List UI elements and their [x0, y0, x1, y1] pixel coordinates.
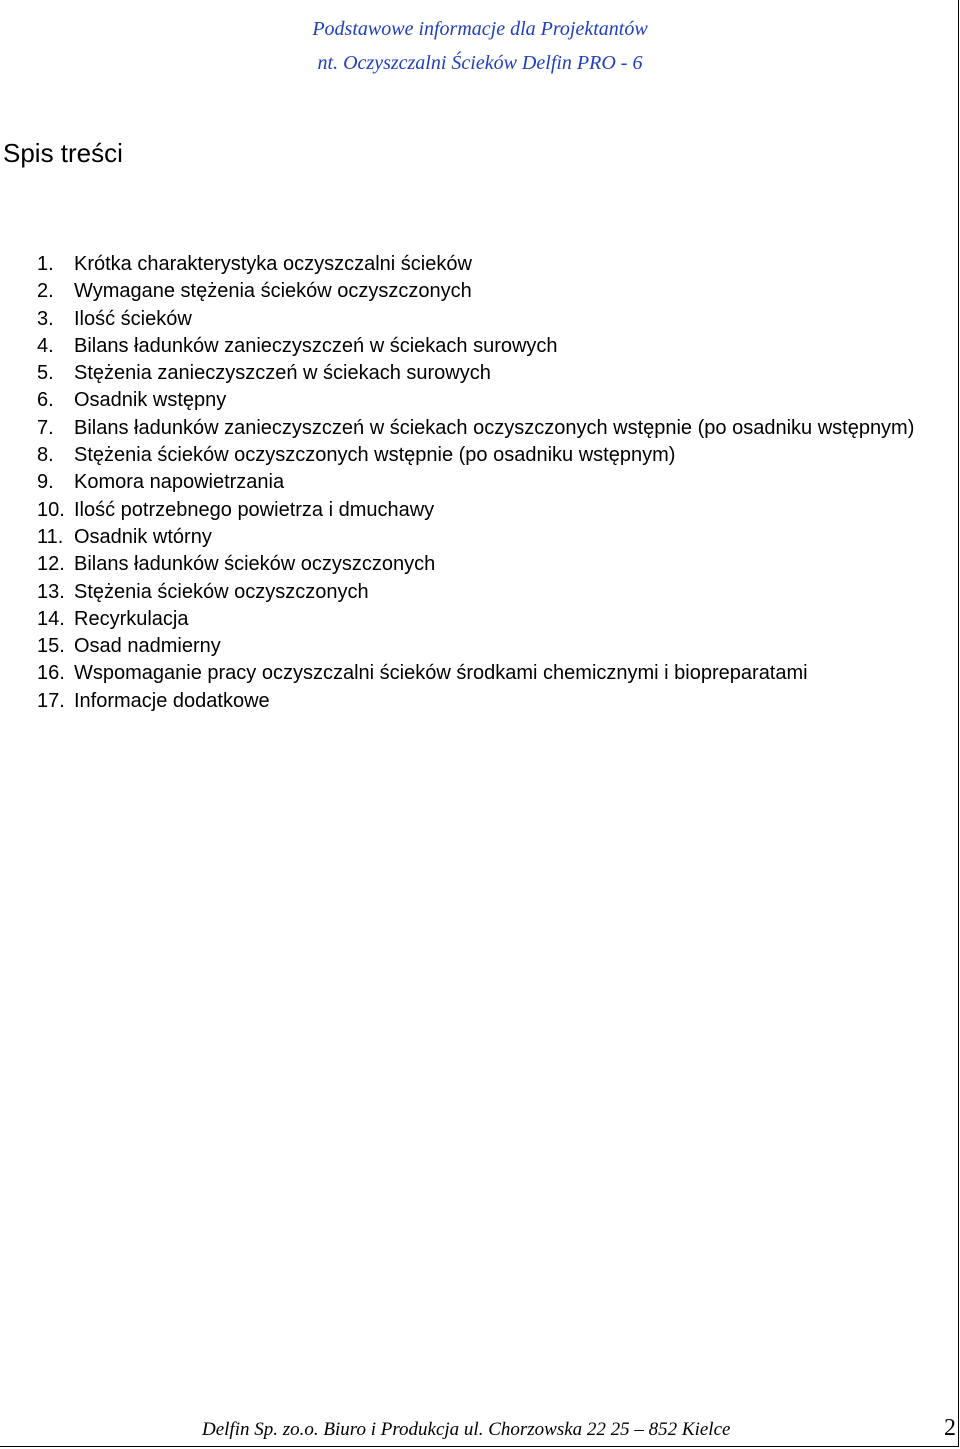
toc-title: Spis treści [3, 138, 123, 168]
toc-item-text: Ilość potrzebnego powietrza i dmuchawy [74, 498, 435, 521]
toc-item [37, 306, 947, 333]
toc-item [37, 633, 947, 660]
toc-item-text: Stężenia ścieków oczyszczonych wstępnie (po osadniku wstępnym) [74, 444, 676, 467]
toc-item-text: Recyrkulacja [74, 607, 189, 630]
toc-item-text: Ilość ścieków [74, 307, 192, 330]
toc-item-text: Informacje dodatkowe [74, 689, 270, 712]
toc-item [37, 415, 947, 442]
toc-item [37, 469, 947, 496]
toc-item [37, 251, 947, 278]
toc-item-number: 16. [37, 662, 65, 685]
toc-item-text: Osadnik wstępny [74, 389, 227, 412]
toc-item-number: 8. [37, 444, 54, 467]
toc-item-number: 5. [37, 362, 54, 385]
header-line-2: nt. Oczyszczalni Ścieków Delfin PRO - 6 [317, 52, 643, 74]
toc-item-number: 4. [37, 334, 54, 357]
toc-item-text: Bilans ładunków zanieczyszczeń w ściekach oczyszczonych wstępnie (po osadniku wstępnym) [74, 416, 915, 439]
toc-item-number: 6. [37, 389, 54, 412]
page-header [0, 12, 960, 80]
page-number: 2 [944, 1415, 956, 1441]
toc-item-number: 10. [37, 498, 65, 521]
toc-item-text: Wspomaganie pracy oczyszczalni ścieków środkami chemicznymi i biopreparatami [74, 662, 808, 685]
toc-item-text: Stężenia ścieków oczyszczonych [74, 580, 369, 603]
toc-item-text: Bilans ładunków zanieczyszczeń w ściekach surowych [74, 334, 558, 357]
toc-item-number: 13. [37, 580, 65, 603]
toc-item [37, 278, 947, 305]
toc-item [37, 497, 947, 524]
toc-item [37, 387, 947, 414]
toc-item-number: 2. [37, 280, 54, 303]
toc-item [37, 606, 947, 633]
toc-item-text: Wymagane stężenia ścieków oczyszczonych [74, 280, 472, 303]
toc-item-number: 12. [37, 553, 65, 576]
toc-item-number: 14. [37, 607, 65, 630]
toc-item [37, 551, 947, 578]
toc-item-number: 1. [37, 253, 54, 275]
toc-item [37, 360, 947, 387]
table-of-contents [37, 251, 947, 715]
toc-item-text: Osadnik wtórny [74, 525, 212, 548]
toc-item-number: 17. [37, 689, 65, 712]
page-footer: Delfin Sp. zo.o. Biuro i Produkcja ul. Chorzowska 22 25 – 852 Kielce [202, 1419, 731, 1440]
toc-item [37, 442, 947, 469]
toc-item-text: Krótka charakterystyka oczyszczalni ścieków [74, 253, 472, 275]
toc-item-number: 9. [37, 471, 54, 494]
toc-item [37, 579, 947, 606]
toc-item-text: Stężenia zanieczyszczeń w ściekach surowych [74, 362, 491, 385]
toc-item [37, 688, 947, 715]
toc-item [37, 333, 947, 360]
toc-item-number: 15. [37, 635, 65, 658]
toc-item-number: 3. [37, 307, 54, 330]
toc-item [37, 524, 947, 551]
header-line-1: Podstawowe informacje dla Projektantów [312, 18, 648, 40]
toc-item-number: 7. [37, 416, 54, 439]
toc-item-text: Bilans ładunków ścieków oczyszczonych [74, 553, 436, 576]
toc-item [37, 660, 947, 687]
toc-item-text: Osad nadmierny [74, 635, 221, 658]
toc-item-text: Komora napowietrzania [74, 471, 285, 494]
toc-item-number: 11. [37, 525, 64, 548]
